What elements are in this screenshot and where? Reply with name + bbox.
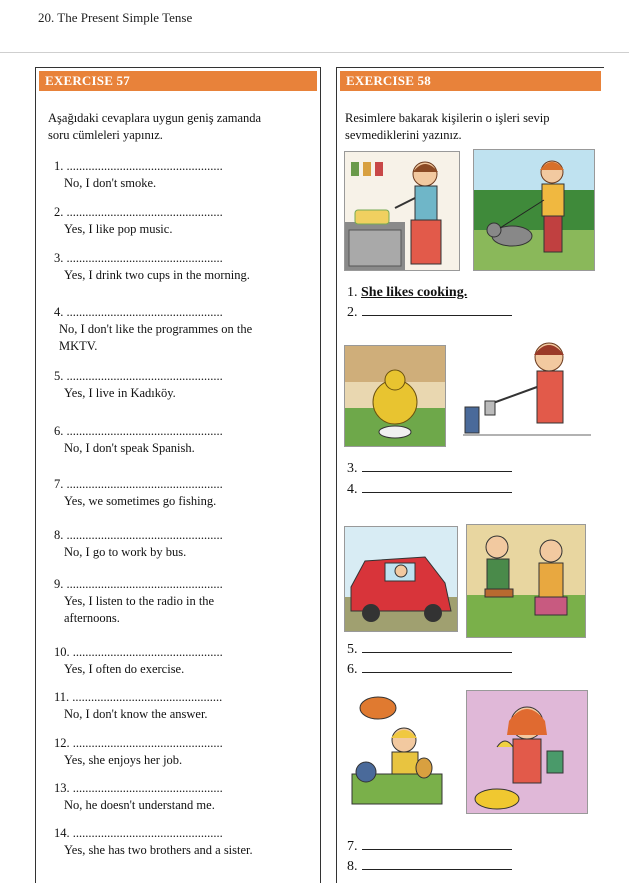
- exercise-58-box: [336, 67, 604, 883]
- exercise-57-instruction: Aşağıdaki cevaplara uygun geniş zamanda soru cümleleri yapınız.: [48, 111, 262, 142]
- answer-blank[interactable]: [362, 661, 512, 673]
- question-item: 3. .................................................. Yes, I drink two cups in the morning.: [54, 251, 250, 282]
- answer-blank[interactable]: [362, 304, 512, 316]
- car-driver-illustration: [344, 526, 458, 632]
- answer-line: 2.: [347, 304, 512, 321]
- tidying-woman-image: [463, 331, 591, 451]
- exercise-57-title: EXERCISE 57: [39, 71, 317, 91]
- answer-blank[interactable]: [362, 838, 512, 850]
- question-item: 9. .................................................. Yes, I listen to the radio in the afternoons.: [54, 577, 223, 625]
- two-men-image: [467, 525, 585, 637]
- girl-banana-illustration: [466, 690, 588, 814]
- question-item: 1. .................................................. No, I don't smoke.: [54, 159, 223, 190]
- answer-line: 3.: [347, 460, 512, 477]
- question-item: 10. ................................................ Yes, I often do exercise.: [54, 645, 223, 676]
- question-item: 5. .................................................. Yes, I live in Kadıköy.: [54, 369, 223, 400]
- answer-line: 6.: [347, 661, 512, 678]
- question-item: 8. .................................................. No, I go to work by bus.: [54, 528, 223, 559]
- answer-blank[interactable]: [362, 481, 512, 493]
- dog-illustration: [344, 345, 446, 447]
- angry-cook-illustration: [344, 694, 450, 810]
- answer-blank[interactable]: [362, 460, 512, 472]
- girl-banana-image: [467, 691, 587, 813]
- question-item: 14. ................................................ Yes, she has two brothers and a sister.: [54, 826, 253, 857]
- question-item: 2. .................................................. Yes, I like pop music.: [54, 205, 223, 236]
- exercise-58-instruction: Resimlere bakarak kişilerin o işleri sevip sevmediklerini yazınız.: [345, 111, 550, 142]
- cooking-woman-image: [345, 152, 459, 270]
- running-head: 20. The Present Simple Tense: [38, 10, 193, 25]
- cooking-woman-illustration: [344, 151, 460, 271]
- tidying-woman-illustration: [463, 331, 591, 451]
- question-item: 6. .................................................. No, I don't speak Spanish.: [54, 424, 223, 455]
- question-item: 12. ................................................ Yes, she enjoys her job.: [54, 736, 223, 767]
- dog-image: [345, 346, 445, 446]
- car-driver-image: [345, 527, 457, 631]
- two-men-illustration: [466, 524, 586, 638]
- angry-cook-image: [344, 694, 450, 810]
- exercise-58-title: EXERCISE 58: [340, 71, 601, 91]
- answer-line: 4.: [347, 481, 512, 498]
- answer-line: 8.: [347, 858, 512, 875]
- question-item: 13. ................................................ No, he doesn't understand me.: [54, 781, 223, 812]
- sample-answer: She likes cooking.: [361, 285, 468, 300]
- answer-blank[interactable]: [362, 641, 512, 653]
- walking-dog-image: [474, 150, 594, 270]
- question-item: 11. ................................................ No, I don't know the answer.: [54, 690, 223, 721]
- question-item: 4. .................................................. No, I don't like the programmes on the MKTV.: [54, 305, 253, 353]
- exercise-57-box: [35, 67, 321, 883]
- answer-line: 7.: [347, 838, 512, 855]
- answer-line: 1. She likes cooking.: [347, 285, 468, 300]
- header-rule: [0, 52, 629, 53]
- answer-line: 5.: [347, 641, 512, 658]
- answer-blank[interactable]: [362, 858, 512, 870]
- question-item: 7. .................................................. Yes, we sometimes go fishing.: [54, 477, 223, 508]
- walking-dog-illustration: [473, 149, 595, 271]
